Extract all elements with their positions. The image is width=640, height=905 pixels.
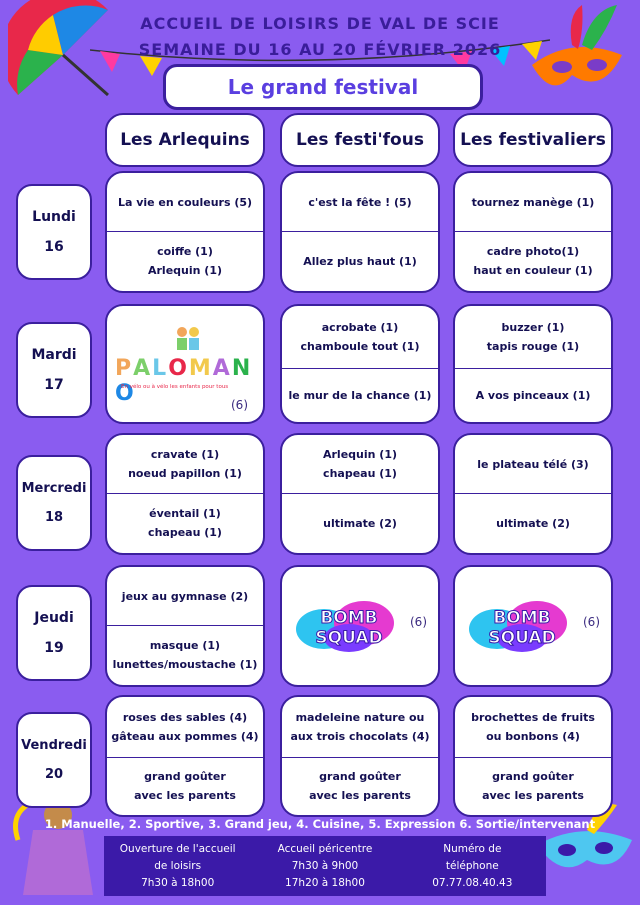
activity-text: tapis rouge (1)	[486, 340, 580, 353]
phone-number	[399, 836, 546, 896]
activity-text: jeux au gymnase (2)	[121, 589, 249, 603]
activity-text: chapeau (1)	[323, 467, 397, 480]
festival-title: Le grand festival	[163, 64, 483, 110]
activity-text: Arlequin (1)	[147, 264, 222, 277]
footer-text: de loisirs	[154, 859, 202, 872]
footer-text: 17h20 à 18h00	[285, 876, 365, 889]
footer-text: 7h30 à 18h00	[141, 876, 215, 889]
activity-type-number: (6)	[583, 615, 600, 629]
footer-text: 7h30 à 9h00	[291, 859, 359, 872]
activity-cell-wed-festifous	[280, 433, 440, 555]
activity-cell-fri-festivaliers	[453, 695, 613, 817]
activity-text: lunettes/moustache (1)	[112, 658, 258, 671]
day-number: 18	[44, 510, 64, 525]
activity-text: avec les parents	[482, 789, 584, 802]
activity-text: Allez plus haut (1)	[303, 254, 417, 268]
activity-text: avec les parents	[309, 789, 411, 802]
day-name: Vendredi	[21, 738, 87, 753]
activity-cell-fri-festifous	[280, 695, 440, 817]
activity-text: roses des sables (4)	[122, 711, 248, 724]
footer-text: Accueil péricentre	[277, 842, 373, 855]
activity-text: éventail (1)	[149, 507, 221, 520]
children-icon	[173, 324, 203, 354]
activity-text: c'est la fête ! (5)	[308, 195, 412, 209]
footer-text: Ouverture de l'accueil	[119, 842, 236, 855]
activity-text: brochettes de fruits	[471, 711, 595, 724]
activity-text: ultimate (2)	[323, 516, 397, 530]
activity-text: masque (1)	[149, 639, 221, 652]
activity-cell-mon-festifous	[280, 171, 440, 293]
column-header-festifous: Les festi'fous	[280, 113, 440, 167]
activity-text: Arlequin (1)	[322, 448, 397, 461]
activity-type-number: (6)	[410, 615, 427, 629]
activity-text: acrobate (1)	[321, 321, 399, 334]
footer-text: 07.77.08.40.43	[432, 876, 513, 889]
activity-cell-thu-festivaliers	[453, 565, 613, 687]
activity-text: le plateau télé (3)	[477, 457, 589, 471]
day-label-friday	[16, 712, 92, 808]
day-label-tuesday	[16, 322, 92, 418]
activity-text: cadre photo(1)	[486, 245, 580, 258]
squad-logo-text: SQUAD	[488, 628, 556, 648]
day-number: 16	[44, 239, 64, 255]
activity-text: tournez manège (1)	[471, 195, 595, 209]
column-header-arlequins: Les Arlequins	[105, 113, 265, 167]
activity-text: coiffe (1)	[157, 245, 213, 258]
activity-type-number: (6)	[231, 398, 248, 412]
activity-text: grand goûter	[144, 770, 226, 783]
activity-text: gâteau aux pommes (4)	[111, 730, 259, 743]
activity-text: grand goûter	[319, 770, 401, 783]
activity-text: grand goûter	[492, 770, 574, 783]
day-name: Mardi	[31, 347, 77, 363]
week-subtitle: SEMAINE DU 16 AU 20 FÉVRIER 2026	[138, 40, 502, 59]
day-name: Jeudi	[34, 610, 74, 626]
activity-text: chapeau (1)	[148, 526, 222, 539]
activity-text: chamboule tout (1)	[300, 340, 420, 353]
footer-text: Numéro de	[443, 842, 502, 855]
day-label-wednesday	[16, 455, 92, 551]
palomano-tagline: En vélo ou à vélo les enfants pour tous	[121, 384, 229, 390]
squad-logo-text: SQUAD	[315, 628, 383, 648]
activity-type-legend: 1. Manuelle, 2. Sportive, 3. Grand jeu, 4. Cuisine, 5. Expression 6. Sortie/intervenant	[44, 817, 596, 831]
day-number: 20	[44, 767, 64, 782]
bomb-logo-text: BOMB	[320, 608, 378, 628]
day-label-monday	[16, 184, 92, 280]
info-footer	[104, 836, 546, 896]
opening-hours	[104, 836, 251, 896]
center-title: ACCUEIL DE LOISIRS DE VAL DE SCIE	[140, 14, 500, 33]
activity-text: ou bonbons (4)	[486, 730, 580, 743]
footer-text: téléphone	[445, 859, 499, 872]
activity-text: La vie en couleurs (5)	[117, 195, 253, 209]
activity-cell-tue-arlequins	[105, 304, 265, 424]
activity-cell-wed-festivaliers	[453, 433, 613, 555]
bomb-squad-logo	[467, 593, 577, 659]
activity-text: A vos pinceaux (1)	[475, 388, 591, 402]
day-label-thursday	[16, 585, 92, 681]
activity-text: buzzer (1)	[501, 321, 565, 334]
day-number: 19	[44, 640, 64, 656]
day-name: Lundi	[32, 209, 76, 225]
activity-cell-thu-arlequins	[105, 565, 265, 687]
activity-text: avec les parents	[134, 789, 236, 802]
activity-text: madeleine nature ou	[295, 711, 425, 724]
day-name: Mercredi	[21, 481, 87, 496]
activity-cell-mon-arlequins	[105, 171, 265, 293]
activity-text: noeud papillon (1)	[128, 467, 242, 480]
bomb-squad-logo	[294, 593, 404, 659]
activity-text: aux trois chocolats (4)	[290, 730, 430, 743]
activity-cell-tue-festivaliers	[453, 304, 613, 424]
activity-cell-thu-festifous	[280, 565, 440, 687]
palomano-logo: PALOMANO	[115, 356, 253, 406]
column-header-festivaliers: Les festivaliers	[453, 113, 613, 167]
activity-text: le mur de la chance (1)	[288, 388, 432, 402]
activity-text: haut en couleur (1)	[473, 264, 593, 277]
bomb-logo-text: BOMB	[493, 608, 551, 628]
activity-cell-fri-arlequins	[105, 695, 265, 817]
pericentre-hours	[251, 836, 398, 896]
activity-cell-tue-festifous	[280, 304, 440, 424]
day-number: 17	[44, 377, 64, 393]
activity-text: cravate (1)	[150, 448, 220, 461]
activity-cell-wed-arlequins	[105, 433, 265, 555]
activity-cell-mon-festivaliers	[453, 171, 613, 293]
activity-text: ultimate (2)	[496, 516, 570, 530]
